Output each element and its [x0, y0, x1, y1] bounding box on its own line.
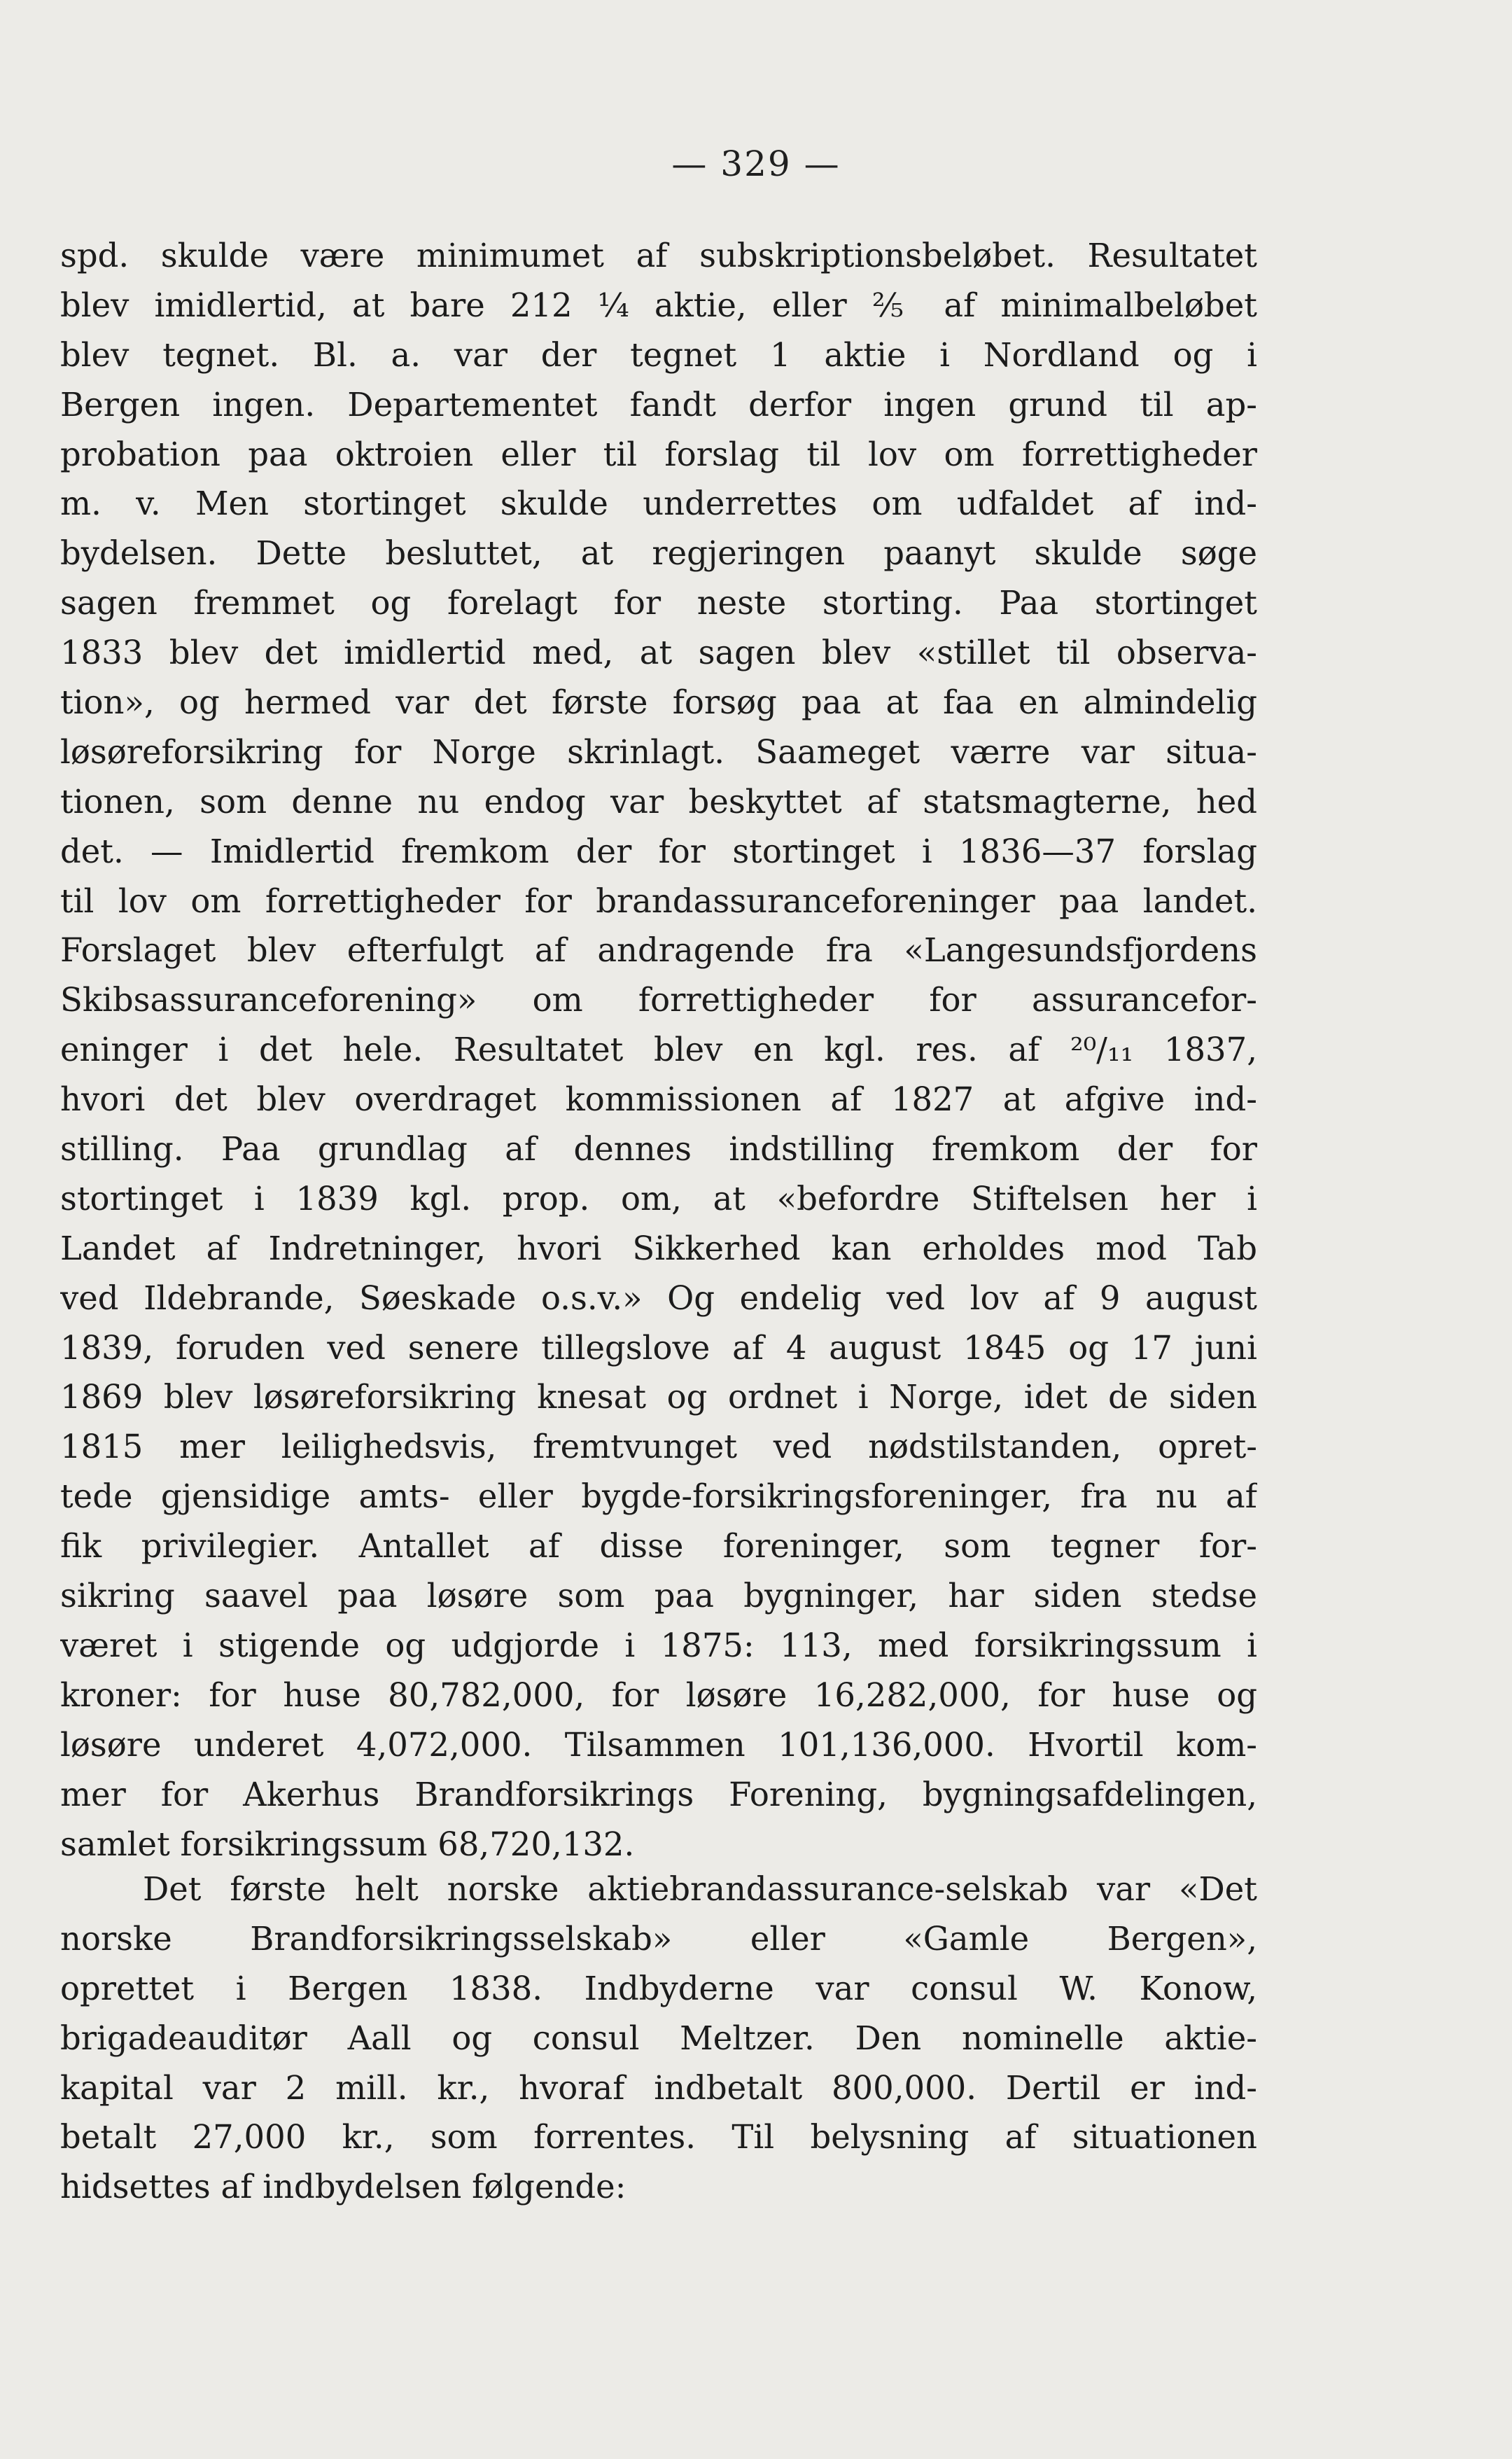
text-line: mer for Akerhus Brandforsikrings Forening, bygningsafdelingen,	[60, 1775, 1257, 1813]
paragraph-2-text	[60, 1865, 1257, 2212]
text-line: tede gjensidige amts- eller bygde-forsikringsforeninger, fra nu af	[60, 1477, 1257, 1516]
text-line: Skibsassuranceforening» om forrettigheder for assurancefor-	[60, 981, 1257, 1019]
text-line: 1815 mer leilighedsvis, fremtvunget ved nødstilstanden, opret-	[60, 1428, 1257, 1466]
text-line: kroner: for huse 80,782,000, for løsøre 16,282,000, for huse og	[60, 1676, 1257, 1714]
text-line: blev tegnet. Bl. a. var der tegnet 1 aktie i Nordland og i	[60, 335, 1257, 374]
text-line: tionen, som denne nu endog var beskyttet af statsmagterne, hed	[60, 782, 1257, 821]
text-line: hvori det blev overdraget kommissionen af 1827 at afgive ind-	[60, 1080, 1257, 1119]
text-line: løsøreforsikring for Norge skrinlagt. Saameget værre var situa-	[60, 732, 1257, 771]
text-line: m. v. Men stortinget skulde underrettes om udfaldet af ind-	[60, 485, 1257, 523]
text-line: 1833 blev det imidlertid med, at sagen blev «stillet til observa-	[60, 634, 1257, 672]
text-line: stortinget i 1839 kgl. prop. om, at «befordre Stiftelsen her i	[60, 1179, 1257, 1218]
text-line: spd. skulde være minimumet af subskriptionsbeløbet. Resultatet	[60, 237, 1257, 274]
text-line: 1839, foruden ved senere tillegslove af 4 august 1845 og 17 juni	[60, 1328, 1257, 1367]
text-line: løsøre underet 4,072,000. Tilsammen 101,136,000. Hvortil kom-	[60, 1725, 1257, 1764]
text-line: til lov om forrettigheder for brandassuranceforeninger paa landet.	[60, 882, 1257, 920]
text-line: brigadeauditør Aall og consul Meltzer. Den nominelle aktie-	[60, 2019, 1257, 2057]
text-line: fik privilegier. Antallet af disse foreninger, som tegner for-	[60, 1527, 1257, 1566]
text-line: tion», og hermed var det første forsøg paa at faa en almindelig	[60, 683, 1257, 722]
paragraph-1-text	[60, 231, 1257, 1869]
text-line: det. — Imidlertid fremkom der for stortinget i 1836—37 forslag	[60, 832, 1257, 870]
text-line: 1869 blev løsøreforsikring knesat og ordnet i Norge, idet de siden	[60, 1378, 1257, 1416]
page-number: — 329 —	[671, 144, 841, 184]
text-line: kapital var 2 mill. kr., hvoraf indbetalt 800,000. Dertil er ind-	[60, 2068, 1257, 2107]
text-line: Forslaget blev efterfulgt af andragende fra «Langesundsfjordens	[60, 931, 1257, 970]
paragraph-1	[60, 231, 1257, 1869]
text-line: norske Brandforsikringsselskab» eller «Gamle Bergen»,	[60, 1919, 1257, 1958]
text-line: været i stigende og udgjorde i 1875: 113, med forsikringssum i	[60, 1626, 1257, 1664]
text-line: hidsettes af indbydelsen følgende:	[60, 2168, 626, 2206]
text-line: oprettet i Bergen 1838. Indbyderne var consul W. Konow,	[60, 1969, 1257, 2007]
text-line: samlet forsikringssum 68,720,132.	[60, 1825, 635, 1863]
text-line: ved Ildebrande, Søeskade o.s.v.» Og endelig ved lov af 9 august	[60, 1279, 1257, 1317]
text-line: Landet af Indretninger, hvori Sikkerhed kan erholdes mod Tab	[60, 1229, 1257, 1267]
paragraph-2	[60, 1865, 1257, 2212]
text-line: betalt 27,000 kr., som forrentes. Til belysning af situationen	[60, 2118, 1257, 2157]
text-line: sagen fremmet og forelagt for neste storting. Paa stortinget	[60, 584, 1257, 622]
text-line: Bergen ingen. Departementet fandt derfor ingen grund til ap-	[60, 385, 1257, 424]
text-line: probation paa oktroien eller til forslag til lov om forrettigheder	[60, 435, 1257, 473]
text-line: blev imidlertid, at bare 212 ¼ aktie, eller ⅖ af minimalbeløbet	[60, 286, 1257, 324]
text-line: eninger i det hele. Resultatet blev en kgl. res. af ²⁰/₁₁ 1837,	[60, 1031, 1257, 1069]
text-line: stilling. Paa grundlag af dennes indstilling fremkom der for	[60, 1130, 1257, 1169]
text-line: sikring saavel paa løsøre som paa bygninger, har siden stedse	[60, 1577, 1257, 1615]
text-line: bydelsen. Dette besluttet, at regjeringen paanyt skulde søge	[60, 534, 1257, 573]
text-line: Det første helt norske aktiebrandassurance-selskab var «Det	[143, 1870, 1257, 1908]
